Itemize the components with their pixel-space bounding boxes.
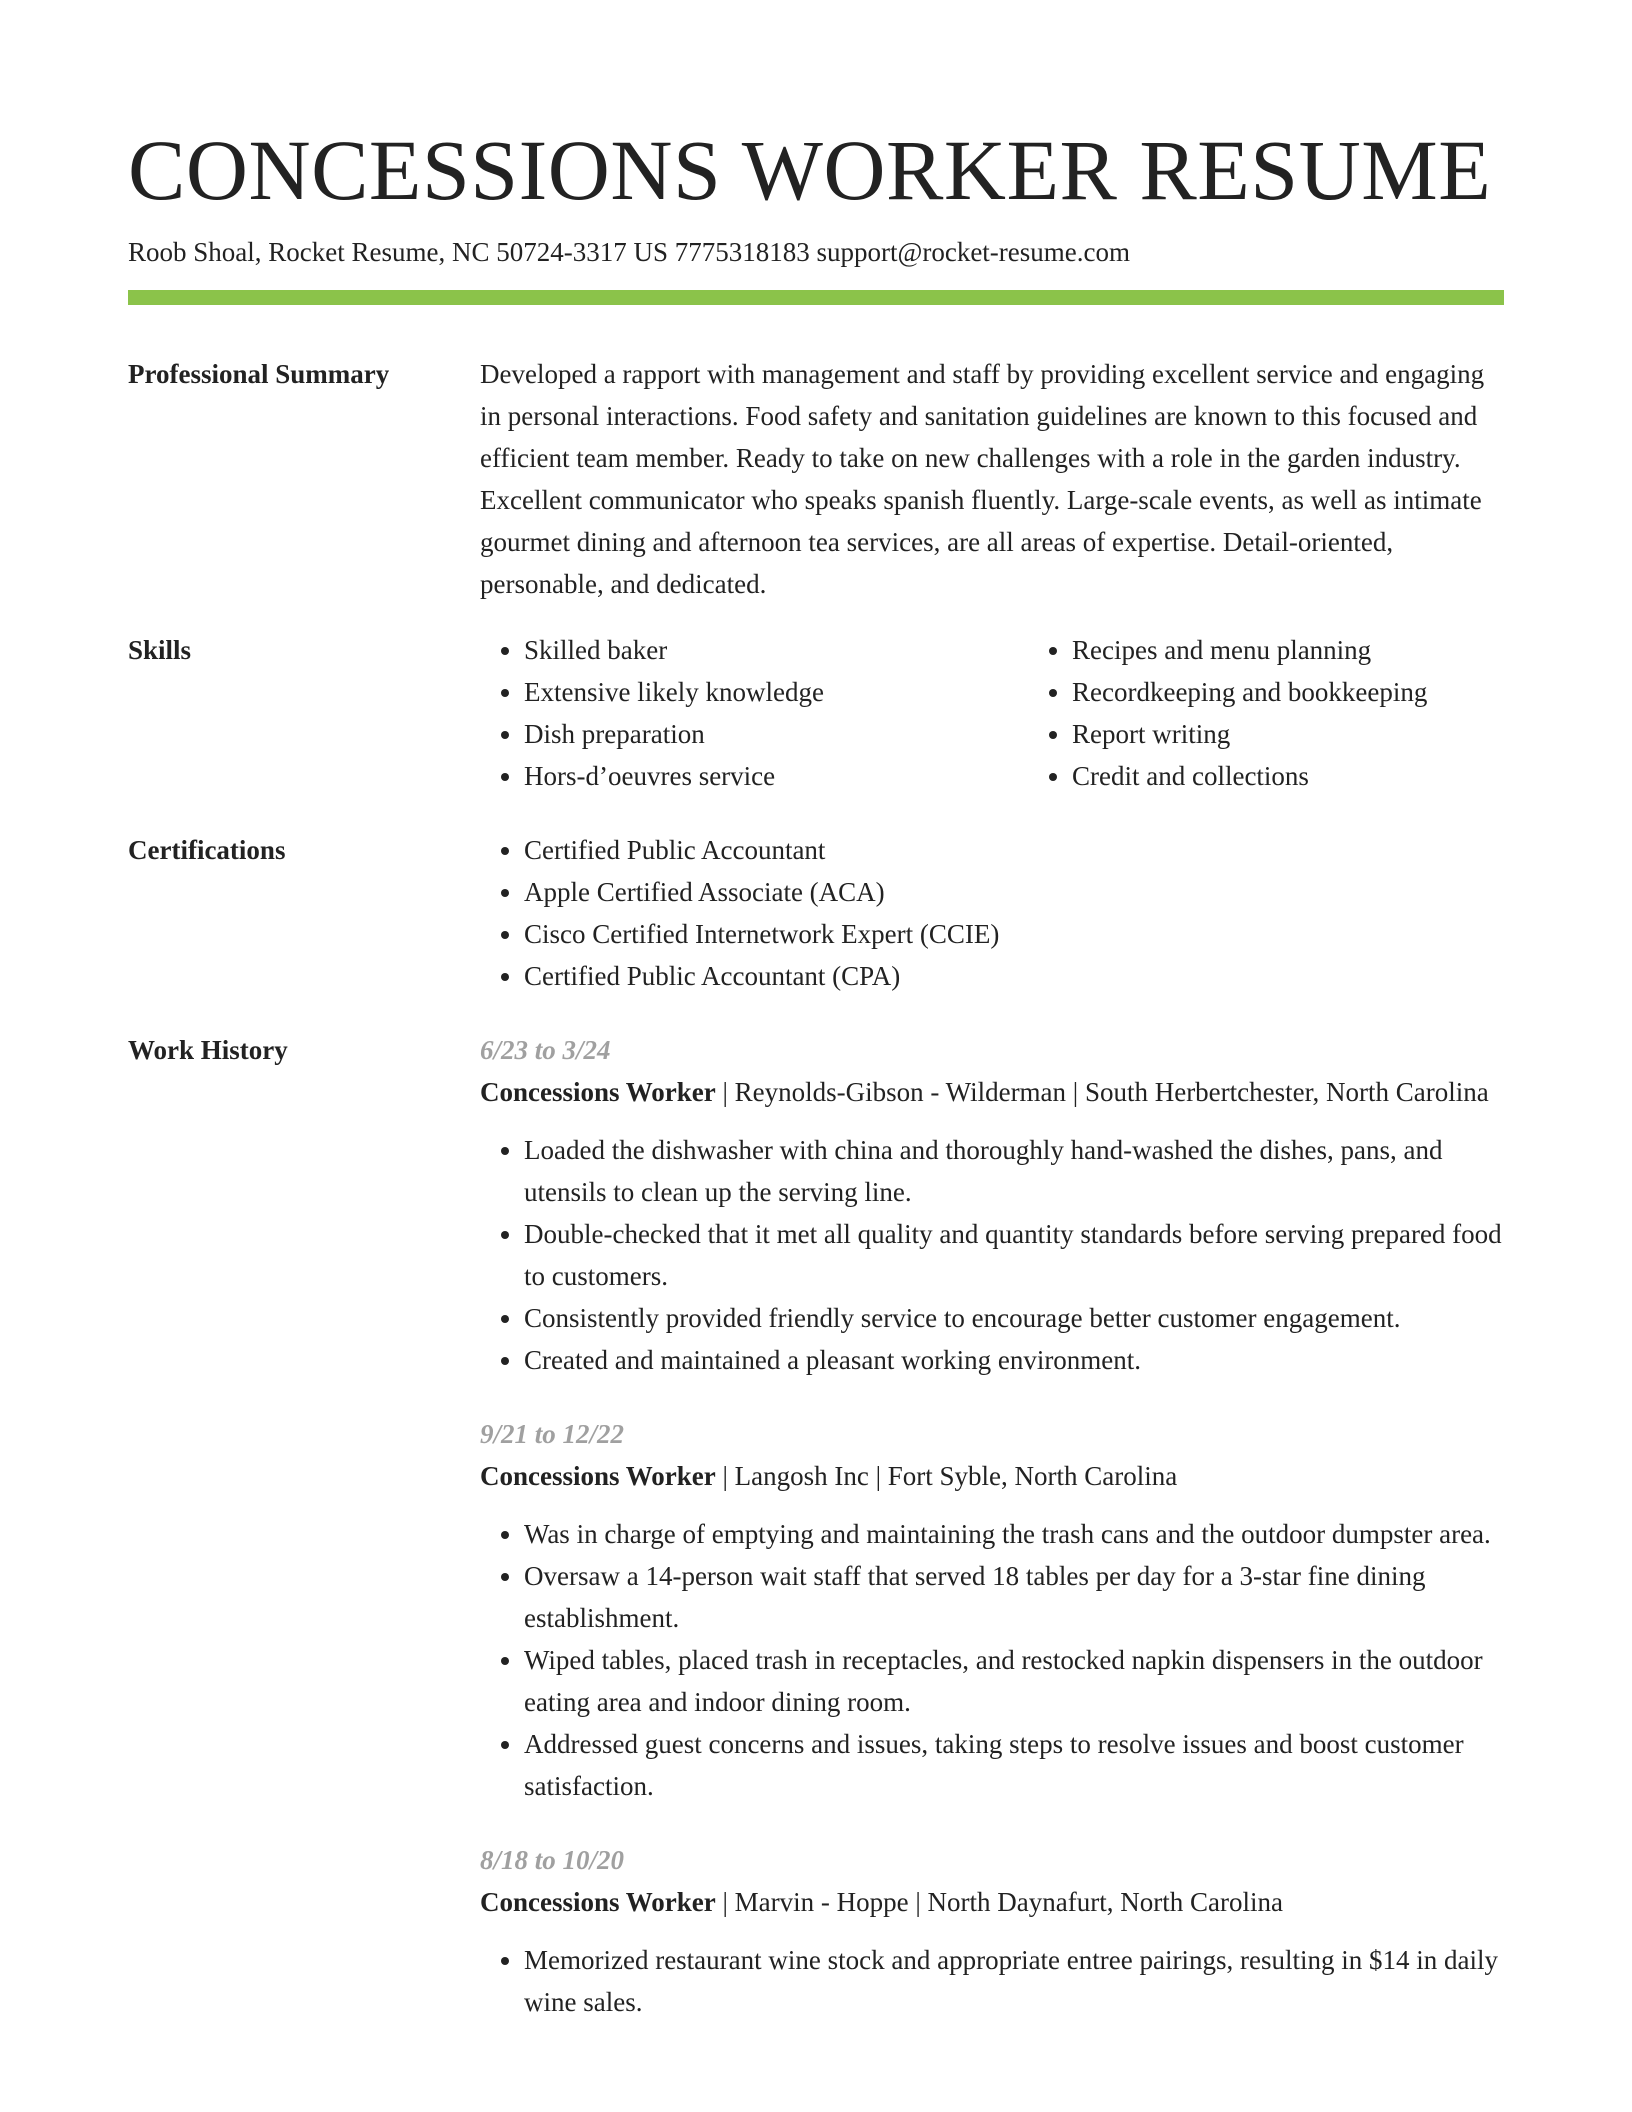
job-bullets	[480, 1939, 1504, 2023]
job-heading	[480, 1071, 1504, 1113]
resume-page	[128, 118, 1504, 2023]
list-item: • Report writing	[1072, 713, 1576, 755]
job-heading	[480, 1881, 1504, 1923]
section-label: Certifications	[128, 835, 286, 865]
section-label: Skills	[128, 635, 192, 665]
contact-line: Roob Shoal, Rocket Resume, NC 50724-3317 US 7775318183 support@rocket-resume.com	[128, 237, 1131, 267]
list-item: • Loaded the dishwasher with china and thoroughly hand-washed the dishes, pans, and utensils to clean up the serving line.	[524, 1129, 1504, 1213]
list-item: • Consistently provided friendly service to encourage better customer engagement.	[524, 1297, 1504, 1339]
work-history-section	[128, 1029, 1504, 2023]
list-item: • Apple Certified Associate (ACA)	[524, 871, 1504, 913]
section-label: Professional Summary	[128, 359, 390, 389]
job-employer-location: | Langosh Inc | Fort Syble, North Carolina	[715, 1461, 1178, 1491]
job-bullets	[480, 1513, 1504, 1807]
job-entry	[480, 1029, 1504, 1381]
list-item: • Hors-d’oeuvres service	[524, 755, 1028, 797]
summary-section	[128, 353, 1504, 605]
list-item: • Dish preparation	[524, 713, 1028, 755]
job-title: Concessions Worker	[480, 1887, 716, 1917]
list-item: • Addressed guest concerns and issues, taking steps to resolve issues and boost customer satisfaction.	[524, 1723, 1504, 1807]
list-item: • Credit and collections	[1072, 755, 1576, 797]
resume-title: CONCESSIONS WORKER RESUME	[128, 122, 1492, 218]
list-item: • Extensive likely knowledge	[524, 671, 1028, 713]
list-item: • Certified Public Accountant (CPA)	[524, 955, 1504, 997]
list-item: • Memorized restaurant wine stock and appropriate entree pairings, resulting in $14 in daily wine sales.	[524, 1939, 1504, 2023]
job-employer-location: | Reynolds-Gibson - Wilderman | South Herbertchester, North Carolina	[715, 1077, 1489, 1107]
job-heading	[480, 1455, 1504, 1497]
list-item: • Oversaw a 14-person wait staff that served 18 tables per day for a 3-star fine dining establishment.	[524, 1555, 1504, 1639]
job-date: 8/18 to 10/20	[480, 1845, 625, 1875]
skills-section	[128, 629, 1504, 797]
list-item: • Skilled baker	[524, 629, 1028, 671]
job-entry	[480, 1839, 1504, 2023]
job-entry	[480, 1413, 1504, 1807]
skills-list-left	[480, 629, 1028, 797]
job-title: Concessions Worker	[480, 1077, 716, 1107]
certifications-list	[480, 829, 1504, 997]
list-item: • Wiped tables, placed trash in receptacles, and restocked napkin dispensers in the outdoor eating area and indoor dining room.	[524, 1639, 1504, 1723]
job-title: Concessions Worker	[480, 1461, 716, 1491]
job-employer-location: | Marvin - Hoppe | North Daynafurt, North Carolina	[715, 1887, 1283, 1917]
list-item: • Recordkeeping and bookkeeping	[1072, 671, 1576, 713]
section-label: Work History	[128, 1035, 288, 1065]
list-item: • Created and maintained a pleasant working environment.	[524, 1339, 1504, 1381]
list-item: • Double-checked that it met all quality and quantity standards before serving prepared food to customers.	[524, 1213, 1504, 1297]
skills-list-right	[1028, 629, 1576, 797]
summary-text: Developed a rapport with management and staff by providing excellent service and engaging in personal interactions. Food safety and sanitation guidelines are known to this focused and efficient team member. Ready to take on new challenges with a role in the garden industry. Excellent communicator who speaks spanish fluently. Large-scale events, as well as intimate gourmet dining and afternoon tea services, are all areas of expertise. Detail-oriented, personable, and dedicated.	[480, 359, 1485, 599]
list-item: • Recipes and menu planning	[1072, 629, 1576, 671]
job-date: 6/23 to 3/24	[480, 1035, 611, 1065]
list-item: • Was in charge of emptying and maintaining the trash cans and the outdoor dumpster area.	[524, 1513, 1504, 1555]
job-date: 9/21 to 12/22	[480, 1419, 625, 1449]
list-item: • Certified Public Accountant	[524, 829, 1504, 871]
certifications-section	[128, 829, 1504, 997]
list-item: • Cisco Certified Internetwork Expert (CCIE)	[524, 913, 1504, 955]
job-bullets	[480, 1129, 1504, 1381]
accent-divider	[128, 290, 1504, 305]
